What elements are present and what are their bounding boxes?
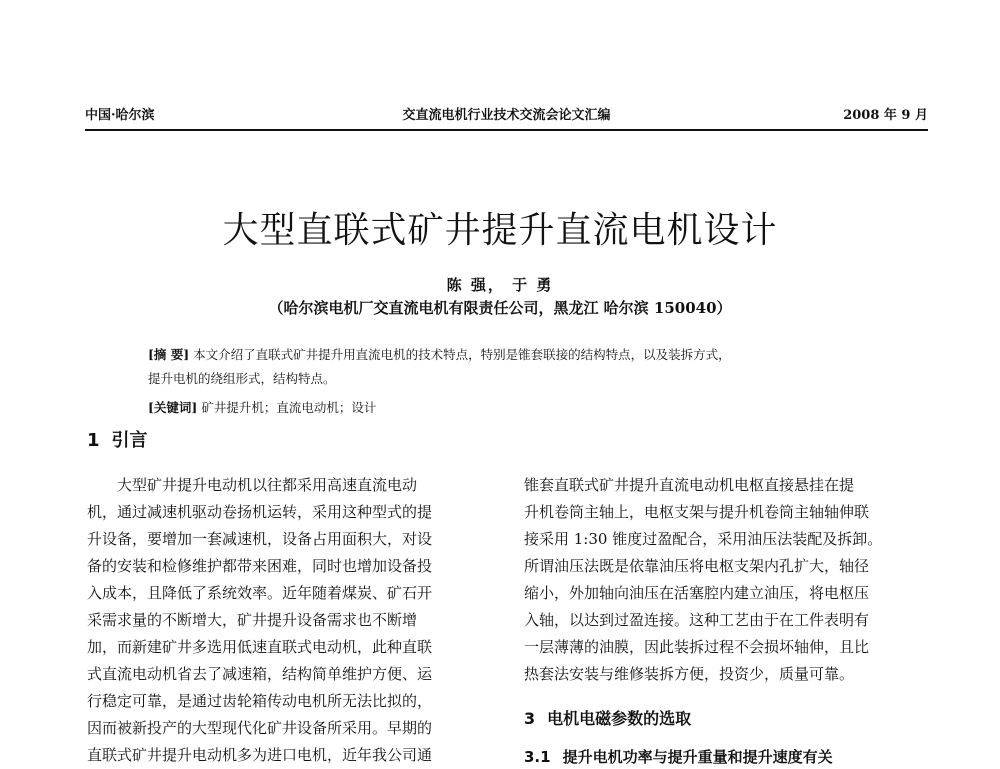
section-heading-introduction	[87, 428, 148, 454]
running-head-location: 中国·哈尔滨	[85, 108, 155, 123]
body-line: 加，而新建矿井多选用低速直联式电动机，此种直联	[87, 638, 433, 656]
body-line: 一层薄薄的油膜，因此装拆过程不会损坏轴伸，且比	[524, 638, 870, 656]
body-line: 行稳定可靠，是通过齿轮箱传动电机所无法比拟的，	[87, 692, 433, 710]
paper-authors: 陈 强， 于 勇	[446, 276, 554, 294]
subsection-heading-power	[524, 746, 833, 768]
running-head-date: 2008 年 9 月	[843, 108, 928, 123]
header-rule	[85, 129, 928, 131]
body-column-right	[524, 472, 934, 688]
body-line: 接采用 1:30 锥度过盈配合，采用油压法装配及拆卸。	[524, 530, 883, 548]
section-heading-electromagnetic-parameters	[524, 707, 691, 731]
body-line: 机，通过减速机驱动卷扬机运转，采用这种型式的提	[87, 503, 433, 521]
body-line: 直联式矿井提升电动机多为进口电机，近年我公司通	[87, 746, 433, 764]
keywords-label: [关键词]	[148, 400, 198, 415]
keywords	[148, 396, 376, 420]
body-line: 式直流电动机省去了减速箱，结构简单维护方便、运	[87, 665, 433, 683]
body-line: 热套法安装与维修装拆方便，投资少，质量可靠。	[524, 665, 855, 683]
abstract	[148, 343, 898, 391]
running-head	[85, 107, 928, 125]
section-number: 1	[87, 430, 100, 451]
body-line: 入成本，且降低了系统效率。近年随着煤炭、矿石开	[87, 584, 433, 602]
running-head-proceedings: 交直流电机行业技术交流会论文汇编	[402, 108, 611, 123]
body-line: 因而被新投产的大型现代化矿井设备所采用。早期的	[87, 719, 433, 737]
section-number: 3	[524, 709, 536, 728]
abstract-text-line-2: 提升电机的绕组形式，结构特点。	[148, 371, 336, 386]
body-line: 升机卷筒主轴上，电枢支架与提升机卷筒主轴轴伸联	[524, 503, 870, 521]
section-title: 引言	[111, 430, 148, 451]
body-line: 升设备，要增加一套减速机，设备占用面积大，对设	[87, 530, 433, 548]
body-line: 大型矿井提升电动机以往都采用高速直流电动	[117, 476, 418, 494]
subsection-number: 3.1	[524, 748, 551, 766]
abstract-text-line-1: 本文介绍了直联式矿井提升用直流电机的技术特点，特别是锥套联接的结构特点，以及装拆方式，	[193, 347, 731, 362]
paper-affiliation: （哈尔滨电机厂交直流电机有限责任公司，黑龙江 哈尔滨 150040）	[268, 299, 732, 317]
paper-title: 大型直联式矿井提升直流电机设计	[222, 210, 778, 251]
subsection-title: 提升电机功率与提升重量和提升速度有关	[562, 748, 833, 766]
body-line: 缩小，外加轴向油压在活塞腔内建立油压，将电枢压	[524, 584, 870, 602]
body-line: 锥套直联式矿井提升直流电动机电枢直接悬挂在提	[524, 476, 855, 494]
body-line: 入轴，以达到过盈连接。这种工艺由于在工件表明有	[524, 611, 870, 629]
body-line: 采需求量的不断增大，矿井提升设备需求也不断增	[87, 611, 418, 629]
body-column-left	[87, 472, 497, 769]
keywords-text: 矿井提升机；直流电动机；设计	[201, 400, 377, 415]
abstract-label: [摘 要]	[148, 347, 190, 362]
body-line: 备的安装和检修维护都带来困难，同时也增加设备投	[87, 557, 433, 575]
section-title: 电机电磁参数的选取	[547, 709, 692, 728]
body-line: 所谓油压法既是依靠油压将电枢支架内孔扩大，轴径	[524, 557, 870, 575]
